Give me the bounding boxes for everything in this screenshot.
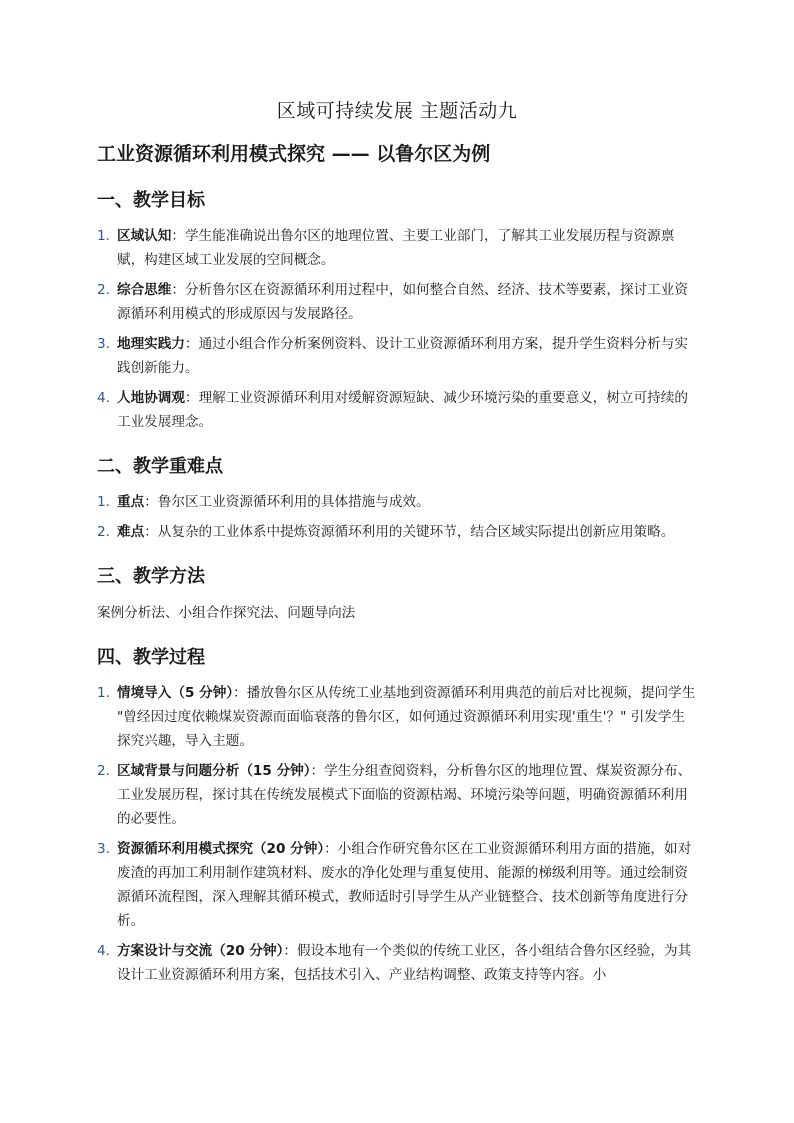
item-text: 播放鲁尔区从传统工业基地到资源循环利用典范的前后对比视频，提问学生 "曾经因过度依赖煤炭资源而面临衰落的鲁尔区，如何通过资源循环利用实现'重生'？" 引发学生探究兴趣，导入主题。 — [117, 685, 696, 749]
item-text: 假设本地有一个类似的传统工业区，各小组结合鲁尔区经验，为其设计工业资源循环利用方案，包括技术引入、产业结构调整、政策支持等内容。小 — [117, 943, 692, 983]
item-text: 通过小组合作分析案例资料、设计工业资源循环利用方案，提升学生资料分析与实践创新能力。 — [117, 336, 688, 376]
item-label: 综合思维 — [117, 282, 172, 298]
document-subtitle: 工业资源循环利用模式探究 —— 以鲁尔区为例 — [97, 143, 491, 165]
item-number: 2. — [97, 763, 110, 779]
item-separator: ： — [184, 336, 199, 352]
item-number: 1. — [97, 494, 110, 510]
methods-text: 案例分析法、小组合作探究法、问题导向法 — [97, 605, 356, 621]
section-heading-objectives: 一、教学目标 — [97, 190, 205, 211]
list-item — [97, 520, 697, 544]
item-label: 人地协调观 — [117, 390, 185, 406]
process-list — [97, 681, 697, 987]
list-item — [97, 386, 697, 434]
item-number: 2. — [97, 282, 110, 298]
item-number: 1. — [97, 228, 110, 244]
item-number: 4. — [97, 390, 110, 406]
list-item — [97, 278, 697, 326]
item-separator: ： — [171, 228, 185, 244]
item-separator: ： — [184, 390, 199, 406]
list-item — [97, 490, 697, 514]
objectives-list — [97, 224, 697, 434]
section-heading-key-points: 二、教学重难点 — [97, 456, 223, 477]
item-text: 小组合作研究鲁尔区在工业资源循环利用方面的措施，如对废渣的再加工利用制作建筑材料、废水的净化处理与重复使用、能源的梯级利用等。通过绘制资源循环流程图，深入理解其循环模式，教师适时引导学生从产业链整合、技术创新等角度进行分析。 — [117, 841, 692, 929]
section-heading-process: 四、教学过程 — [97, 647, 205, 668]
item-number: 1. — [97, 685, 110, 701]
item-label: 方案设计与交流（20 分钟） — [117, 943, 284, 959]
section-heading-methods: 三、教学方法 — [97, 566, 205, 587]
list-item — [97, 837, 697, 933]
item-label: 地理实践力 — [117, 336, 185, 352]
document-page — [97, 96, 697, 993]
item-text: 学生分组查阅资料，分析鲁尔区的地理位置、煤炭资源分布、工业发展历程，探讨其在传统发展模式下面临的资源枯竭、环境污染等问题，明确资源循环利用的必要性。 — [117, 763, 692, 827]
item-text: 从复杂的工业体系中提炼资源循环利用的关键环节，结合区域实际提出创新应用策略。 — [157, 524, 675, 540]
item-number: 4. — [97, 943, 110, 959]
list-item — [97, 332, 697, 380]
list-item — [97, 759, 697, 831]
item-separator: ： — [233, 685, 247, 701]
item-separator: ： — [310, 763, 325, 779]
document-title: 区域可持续发展 主题活动九 — [276, 100, 518, 122]
list-item — [97, 939, 697, 987]
item-label: 区域认知 — [117, 228, 172, 244]
item-label: 区域背景与问题分析（15 分钟） — [117, 763, 311, 779]
item-number: 3. — [97, 336, 110, 352]
list-item — [97, 224, 697, 272]
item-number: 3. — [97, 841, 110, 857]
key-points-list — [97, 490, 697, 544]
item-label: 难点 — [117, 524, 145, 540]
item-text: 理解工业资源循环利用对缓解资源短缺、减少环境污染的重要意义，树立可持续的工业发展理念。 — [117, 390, 688, 430]
item-separator: ： — [144, 494, 158, 510]
item-separator: ： — [144, 524, 158, 540]
item-text: 分析鲁尔区在资源循环利用过程中，如何整合自然、经济、技术等要素，探讨工业资源循环利用模式的形成原因与发展路径。 — [117, 282, 688, 322]
item-label: 重点 — [117, 494, 145, 510]
item-label: 资源循环利用模式探究（20 分钟） — [117, 841, 325, 857]
item-separator: ： — [283, 943, 297, 959]
item-text: 鲁尔区工业资源循环利用的具体措施与成效。 — [157, 494, 430, 510]
item-text: 学生能准确说出鲁尔区的地理位置、主要工业部门，了解其工业发展历程与资源禀赋，构建区域工业发展的空间概念。 — [117, 228, 675, 268]
item-separator: ： — [171, 282, 185, 298]
item-label: 情境导入（5 分钟） — [117, 685, 234, 701]
list-item — [97, 681, 697, 753]
item-separator: ： — [324, 841, 338, 857]
item-number: 2. — [97, 524, 110, 540]
